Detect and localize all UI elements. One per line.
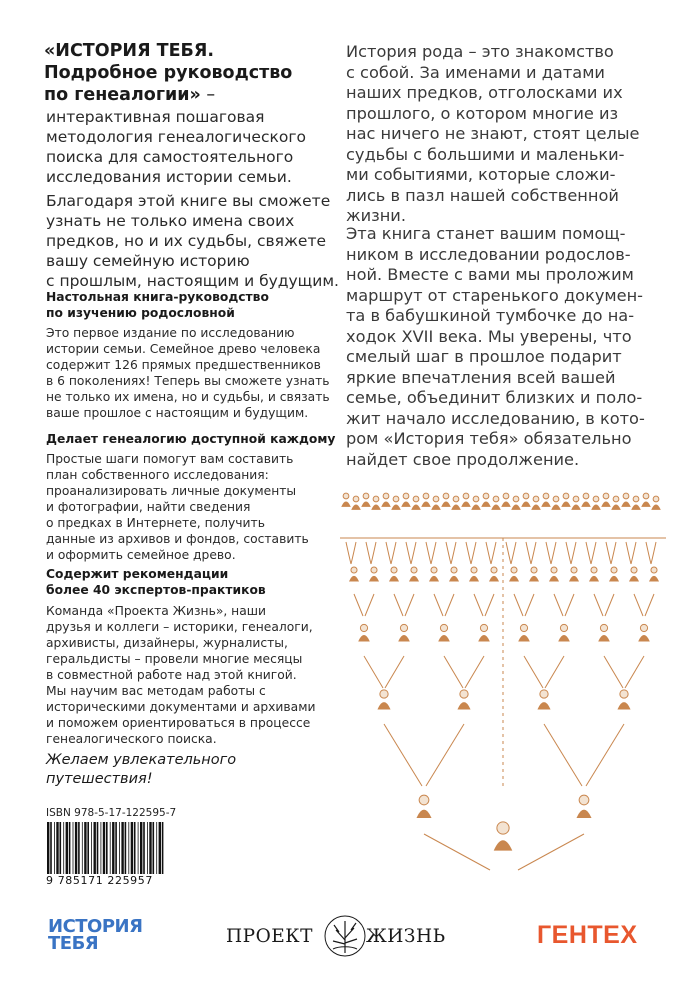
barcode [46, 822, 164, 874]
text-line: семье, объединит близких и поло- [346, 388, 643, 407]
section3-body [46, 603, 315, 747]
text-line: друзья и коллеги – историки, генеалоги, [46, 620, 313, 634]
text-line: смелый шаг в прошлое подарит [346, 347, 622, 366]
text-line: Благодаря этой книге вы сможете [46, 192, 331, 210]
logo-word: ЖИЗНЬ [366, 926, 446, 947]
section1-heading [46, 289, 269, 321]
text-line: Команда «Проекта Жизнь», наши [46, 604, 266, 618]
book-title [44, 40, 314, 106]
text-line: истории семьи. Семейное древо человека [46, 342, 321, 356]
text-line: прошлого, о котором многие из [346, 103, 619, 123]
tree-circle-icon [323, 913, 367, 959]
text-line: о предках в Интернете, получить [46, 516, 265, 530]
heading-line: Настольная книга-руководство [46, 290, 269, 304]
gentex-logo: ГЕНТЕХ [537, 921, 638, 949]
text-line: вашу семейную историю [46, 252, 250, 270]
logo-line: ТЕБЯ [48, 933, 99, 954]
text-line: ной. Вместе с вами мы проложим [346, 265, 634, 284]
title-line: по генеалогии» [44, 85, 201, 105]
text-line: наших предков, отголосками их [346, 83, 623, 102]
text-line: жизни. [346, 206, 406, 225]
text-line: Желаем увлекательного [46, 752, 237, 768]
heading-line: по изучению родословной [46, 306, 235, 320]
text-line: ром «История тебя» обязательно [346, 429, 632, 448]
proekt-zhizn-logo [226, 912, 466, 962]
barcode-digits: 9 785171 225957 [46, 874, 153, 887]
benefit-paragraph [46, 191, 339, 291]
text-line: судьбы с большими и маленьки- [346, 144, 625, 164]
title-line: «ИСТОРИЯ ТЕБЯ. [44, 41, 215, 61]
logo-word: ПРОЕКТ [226, 926, 313, 947]
isbn-label: ISBN 978-5-17-122595-7 [46, 807, 177, 819]
text-line: архивисты, дизайнеры, журналисты, [46, 636, 288, 650]
text-line: Эта книга станет вашим помощ- [346, 224, 626, 243]
text-line: История рода – это знакомство [346, 42, 614, 61]
right-paragraph-2 [346, 224, 645, 470]
text-line: узнать не только имена своих [46, 212, 295, 230]
title-dash: – [200, 85, 216, 105]
text-line: данные из архивов и фондов, составить [46, 532, 309, 546]
text-line: генеалогического поиска. [46, 732, 217, 746]
text-line: с прошлым, настоящим и будущим. [46, 272, 339, 290]
text-line: найдет свое продолжение. [346, 449, 580, 469]
text-line: и фотографии, найти сведения [46, 500, 251, 514]
section1-body [46, 325, 330, 421]
text-line: геральдисты – провели многие месяцы [46, 652, 303, 666]
title-line: Подробное руководство [44, 63, 293, 83]
closing-wish [46, 751, 236, 789]
heading-line: Содержит рекомендации [46, 567, 229, 581]
text-line: проанализировать личные документы [46, 484, 297, 498]
section2-body [46, 451, 309, 563]
text-line: в 6 поколениях! Теперь вы сможете узнать [46, 374, 330, 388]
text-line: жит начало исследованию, в кото- [346, 408, 645, 428]
logo-line: ИСТОРИЯ [48, 916, 143, 937]
heading-line: Делает генеалогию доступной каждому [46, 432, 336, 446]
text-line: историческими документами и архивами [46, 700, 316, 714]
text-line: и поможем ориентироваться в процессе [46, 716, 311, 730]
text-line: путешествия! [46, 771, 153, 787]
family-tree-illustration [340, 488, 666, 888]
text-line: ходок XVII века. Мы уверены, что [346, 326, 632, 346]
section2-heading [46, 431, 335, 447]
text-line: нас ничего не знают, стоят целые [346, 124, 640, 143]
text-line: Мы научим вас методам работы с [46, 684, 266, 698]
intro-paragraph [46, 107, 306, 187]
istoriya-tebya-logo [48, 918, 142, 952]
text-line: поиска для самостоятельного [46, 148, 294, 166]
text-line: и оформить семейное древо. [46, 548, 236, 562]
text-line: исследования истории семьи. [46, 168, 292, 186]
text-line: интерактивная пошаговая [46, 108, 265, 126]
right-paragraph-1 [346, 42, 640, 227]
text-line: план собственного исследования: [46, 468, 269, 482]
text-line: маршрут от старенького докумен- [346, 285, 644, 305]
text-line: предков, но и их судьбы, свяжете [46, 232, 327, 250]
text-line: лись в пазл нашей собственной [346, 185, 619, 205]
text-line: содержит 126 прямых предшественников [46, 358, 321, 372]
text-line: Простые шаги помогут вам составить [46, 452, 294, 466]
text-line: с собой. За именами и датами [346, 62, 605, 82]
text-line: та в бабушкиной тумбочке до на- [346, 306, 635, 325]
text-line: Это первое издание по исследованию [46, 326, 295, 340]
text-line: методология генеалогического [46, 128, 306, 146]
text-line: ваше прошлое с настоящим и будущим. [46, 406, 309, 420]
heading-line: более 40 экспертов-практиков [46, 583, 266, 597]
text-line: не только их имена, но и судьбы, и связать [46, 390, 330, 404]
text-line: ми событиями, которые сложи- [346, 165, 616, 184]
section3-heading [46, 566, 266, 598]
text-line: яркие впечатления всей вашей [346, 367, 616, 387]
text-line: ником в исследовании родослов- [346, 244, 631, 264]
text-line: в совместной работе над этой книгой. [46, 668, 297, 682]
